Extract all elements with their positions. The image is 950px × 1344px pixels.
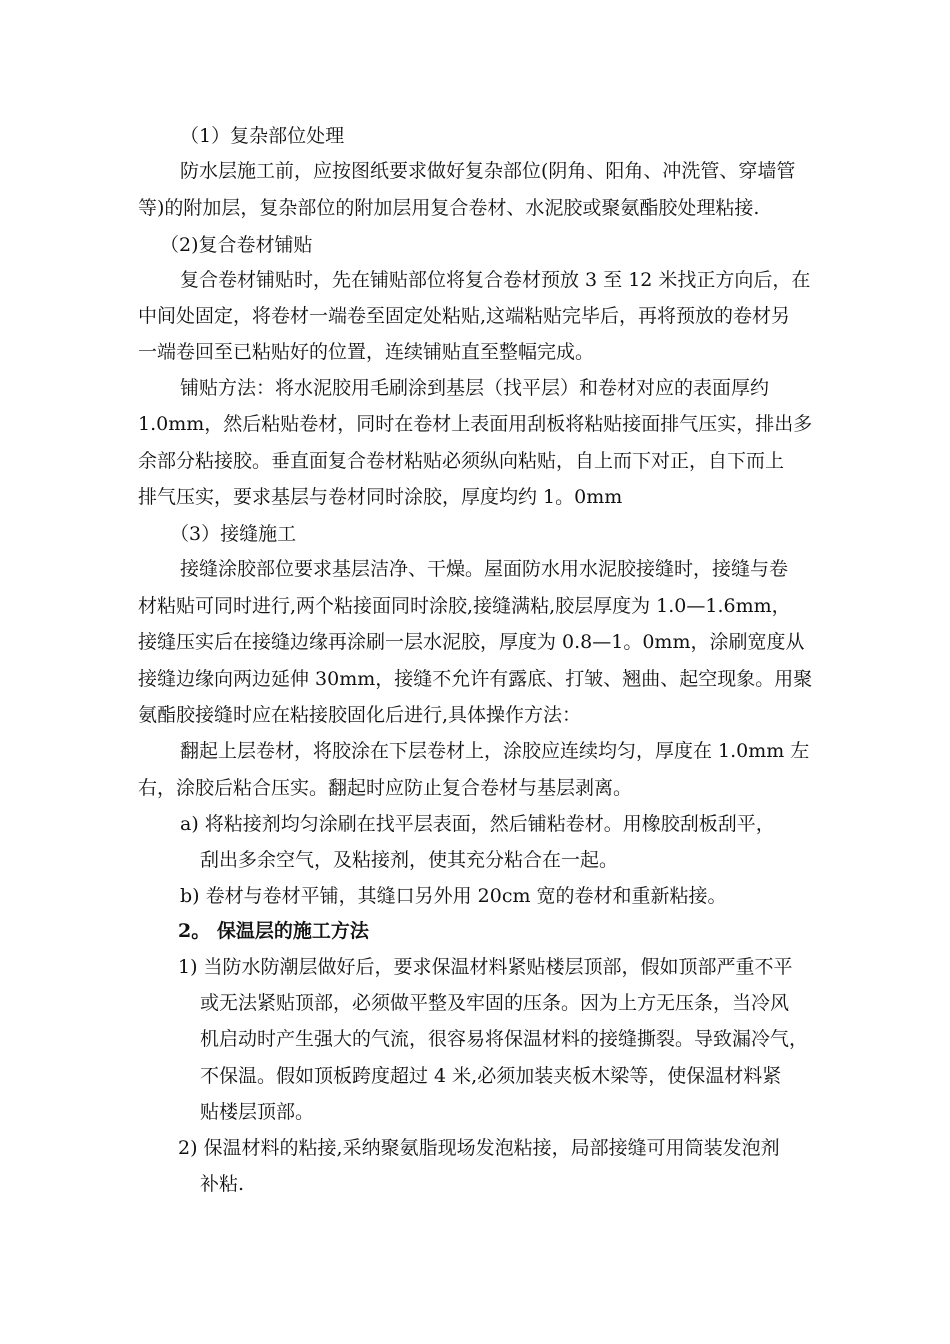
subheading-complex-parts: （1）复杂部位处理 <box>180 125 345 147</box>
paragraph-line: 中间处固定，将卷材一端卷至固定处粘贴,这端粘贴完毕后，再将预放的卷材另 <box>138 305 791 327</box>
numbered-item-1-continued: 贴楼层顶部。 <box>200 1101 315 1123</box>
paragraph-line: 复合卷材铺贴时，先在铺贴部位将复合卷材预放 3 至 12 米找正方向后，在 <box>180 269 811 291</box>
paragraph-line: 接缝涂胶部位要求基层洁净、干燥。屋面防水用水泥胶接缝时，接缝与卷 <box>180 558 789 580</box>
list-item-b: b) 卷材与卷材平铺，其缝口另外用 20cm 宽的卷材和重新粘接。 <box>180 885 727 907</box>
numbered-item-1-continued: 不保温。假如顶板跨度超过 4 米,必须加装夹板木梁等，使保温材料紧 <box>200 1065 782 1087</box>
paragraph-line: 右，涂胶后粘合压实。翻起时应防止复合卷材与基层剥离。 <box>138 777 633 799</box>
numbered-item-2-continued: 补粘. <box>200 1173 245 1195</box>
paragraph-line: 铺贴方法：将水泥胶用毛刷涂到基层（找平层）和卷材对应的表面厚约 <box>180 377 770 399</box>
numbered-item-2: 2) 保温材料的粘接,采纳聚氨脂现场发泡粘接，局部接缝可用筒装发泡剂 <box>178 1137 780 1159</box>
paragraph-line: 余部分粘接胶。垂直面复合卷材粘贴必须纵向粘贴，自上而下对正，自下而上 <box>138 450 785 472</box>
paragraph-line: 翻起上层卷材，将胶涂在下层卷材上，涂胶应连续均匀，厚度在 1.0mm 左 <box>180 740 810 762</box>
paragraph-line: 氨酯胶接缝时应在粘接胶固化后进行,具体操作方法： <box>138 704 582 726</box>
paragraph-line: 接缝压实后在接缝边缘再涂刷一层水泥胶，厚度为 0.8—1。0mm，涂刷宽度从 <box>138 631 805 653</box>
numbered-item-1: 1) 当防水防潮层做好后，要求保温材料紧贴楼层顶部，假如顶部严重不平 <box>178 956 793 978</box>
list-item-a: a) 将粘接剂均匀涂刷在找平层表面，然后铺粘卷材。用橡胶刮板刮平， <box>180 813 775 835</box>
paragraph-line: 一端卷回至已粘贴好的位置，连续铺贴直至整幅完成。 <box>138 341 595 363</box>
paragraph-line: 排气压实，要求基层与卷材同时涂胶，厚度均约 1。0mm <box>138 486 623 508</box>
paragraph-line: 等)的附加层，复杂部位的附加层用复合卷材、水泥胶或聚氨酯胶处理粘接. <box>138 197 760 219</box>
paragraph-line: 防水层施工前，应按图纸要求做好复杂部位(阴角、阳角、冲洗管、穿墙管 <box>180 160 796 182</box>
numbered-item-1-continued: 机启动时产生强大的气流，很容易将保温材料的接缝撕裂。导致漏冷气， <box>200 1028 809 1050</box>
numbered-item-1-continued: 或无法紧贴顶部，必须做平整及牢固的压条。因为上方无压条，当冷风 <box>200 992 790 1014</box>
section-heading-insulation: 2。 保温层的施工方法 <box>178 920 369 942</box>
subheading-seam-construction: （3）接缝施工 <box>170 523 297 545</box>
paragraph-line: 1.0mm，然后粘贴卷材，同时在卷材上表面用刮板将粘贴接面排气压实，排出多 <box>138 413 813 435</box>
subheading-membrane-laying: （2)复合卷材铺贴 <box>160 234 313 256</box>
paragraph-line: 材粘贴可同时进行,两个粘接面同时涂胶,接缝满粘,胶层厚度为 1.0—1.6mm， <box>138 595 791 617</box>
paragraph-line: 接缝边缘向两边延伸 30mm，接缝不允许有露底、打皱、翘曲、起空现象。用聚 <box>138 668 813 690</box>
list-item-a-continued: 刮出多余空气，及粘接剂，使其充分粘合在一起。 <box>200 849 619 871</box>
